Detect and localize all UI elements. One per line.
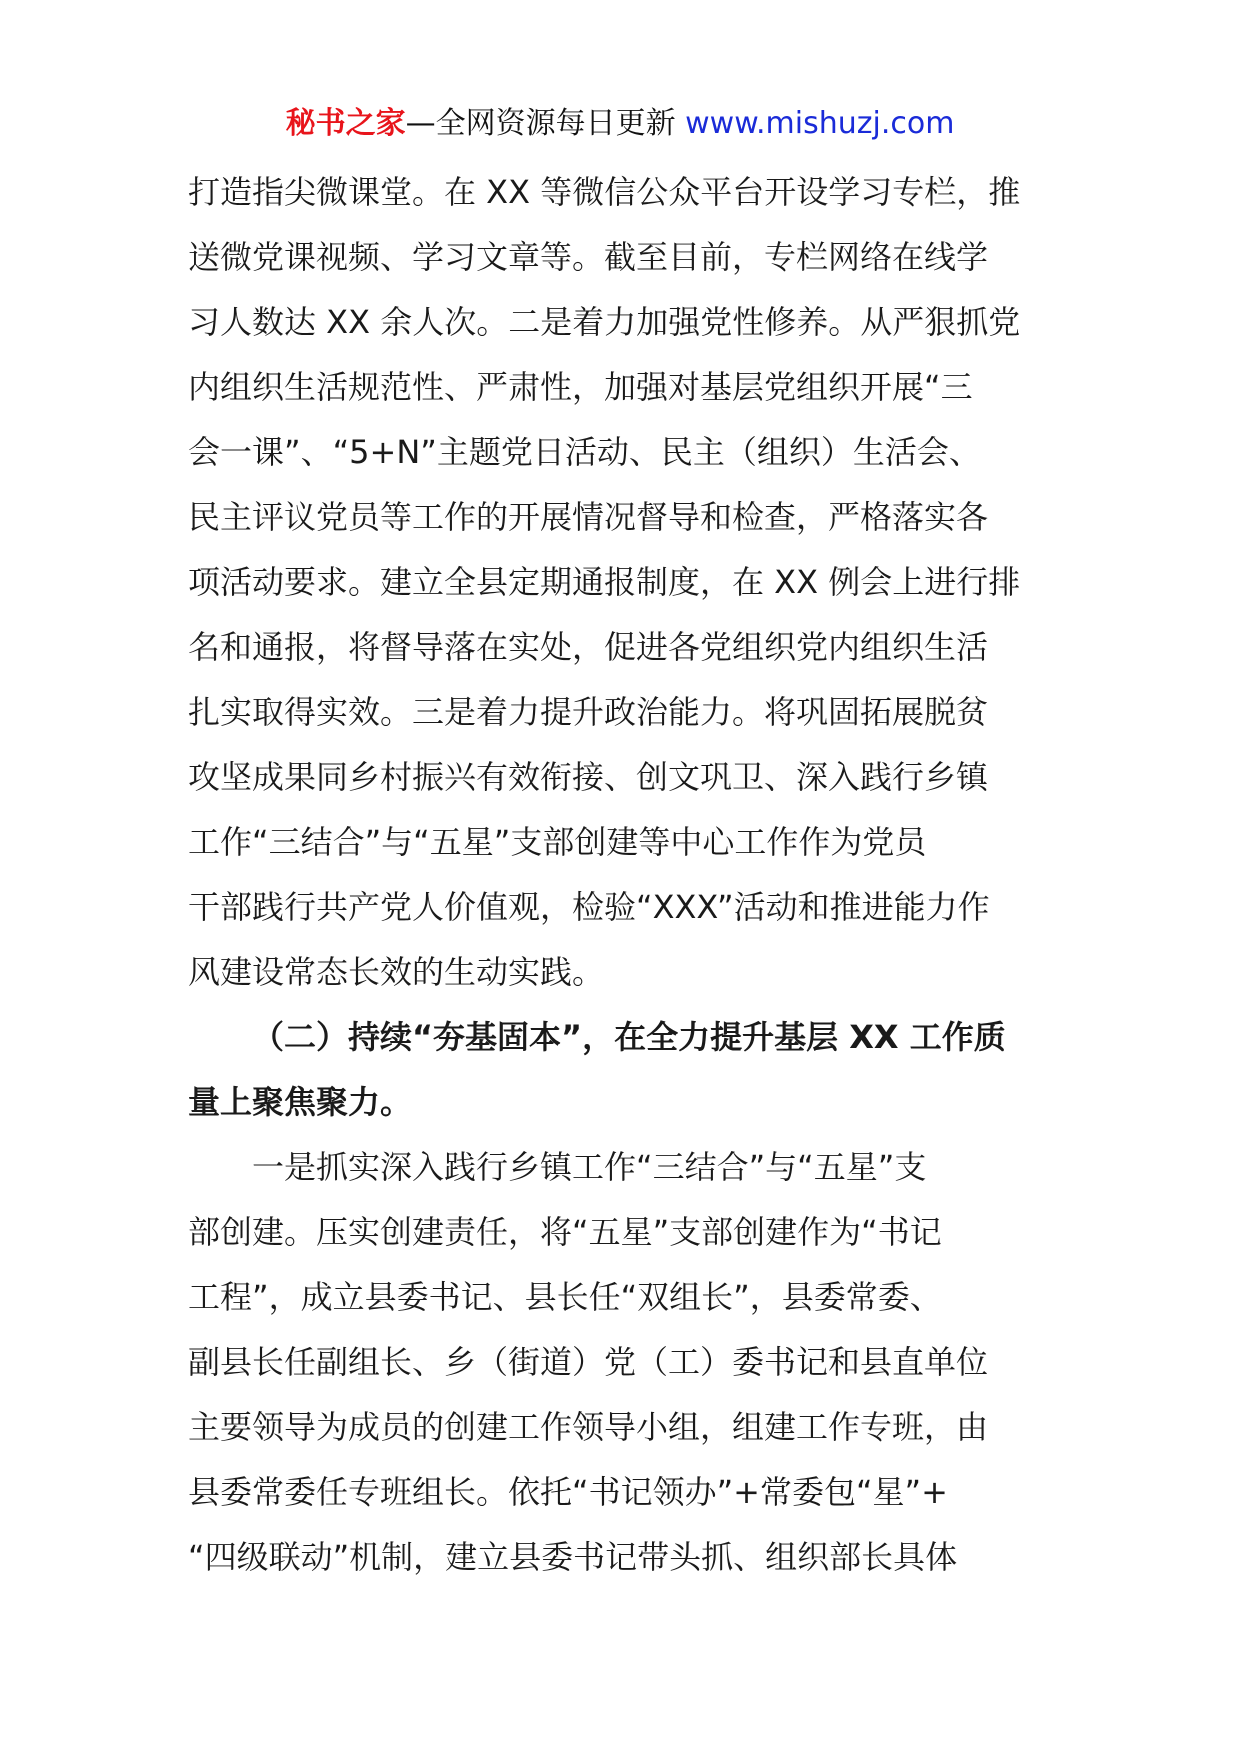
- body-line: 民主评议党员等工作的开展情况督导和检查，严格落实各: [188, 498, 989, 536]
- body-line: 名和通报，将督导落在实处，促进各党组织党内组织生活: [188, 628, 989, 666]
- body-line: “四级联动”机制，建立县委书记带头抓、组织部长具体: [188, 1538, 958, 1576]
- body-line: 工作“三结合”与“五星”支部创建等中心工作作为党员: [188, 823, 927, 861]
- body-line: 会一课”、“5+N”主题党日活动、民主（组织）生活会、: [188, 433, 981, 471]
- body-line: 副县长任副组长、乡（街道）党（工）委书记和县直单位: [188, 1343, 989, 1381]
- body-line: 内组织生活规范性、严肃性，加强对基层党组织开展“三: [188, 368, 973, 406]
- body-line: 部创建。压实创建责任，将“五星”支部创建作为“书记: [188, 1213, 942, 1251]
- body-line: 习人数达 XX 余人次。二是着力加强党性修养。从严狠抓党: [188, 303, 1021, 341]
- section-heading: （二）持续“夯基固本”，在全力提升基层 XX 工作质: [252, 1018, 1006, 1056]
- body-line: 县委常委任专班组长。依托“书记领办”+常委包“星”+: [188, 1473, 948, 1511]
- body-line: 干部践行共产党人价值观，检验“XXX”活动和推进能力作: [188, 888, 990, 926]
- document-body: [188, 160, 1058, 1590]
- paragraph-start-line: 一是抓实深入践行乡镇工作“三结合”与“五星”支: [252, 1148, 927, 1186]
- page-header: [0, 102, 1240, 146]
- body-line: 风建设常态长效的生动实践。: [188, 953, 605, 991]
- section-heading-continued: 量上聚焦聚力。: [188, 1083, 413, 1121]
- body-line: 打造指尖微课堂。在 XX 等微信公众平台开设学习专栏，推: [188, 173, 1021, 211]
- body-line: 送微党课视频、学习文章等。截至目前，专栏网络在线学: [188, 238, 989, 276]
- body-line: 工程”，成立县委书记、县长任“双组长”，县委常委、: [188, 1278, 942, 1316]
- header-url[interactable]: www.mishuzj.com: [685, 106, 955, 141]
- body-line: 项活动要求。建立全县定期通报制度，在 XX 例会上进行排: [188, 563, 1021, 601]
- body-line: 主要领导为成员的创建工作领导小组，组建工作专班，由: [188, 1408, 989, 1446]
- body-line: 扎实取得实效。三是着力提升政治能力。将巩固拓展脱贫: [188, 693, 989, 731]
- body-line: 攻坚成果同乡村振兴有效衔接、创文巩卫、深入践行乡镇: [188, 758, 989, 796]
- header-slogan: —全网资源每日更新: [405, 106, 676, 141]
- header-brand: 秘书之家: [285, 106, 406, 141]
